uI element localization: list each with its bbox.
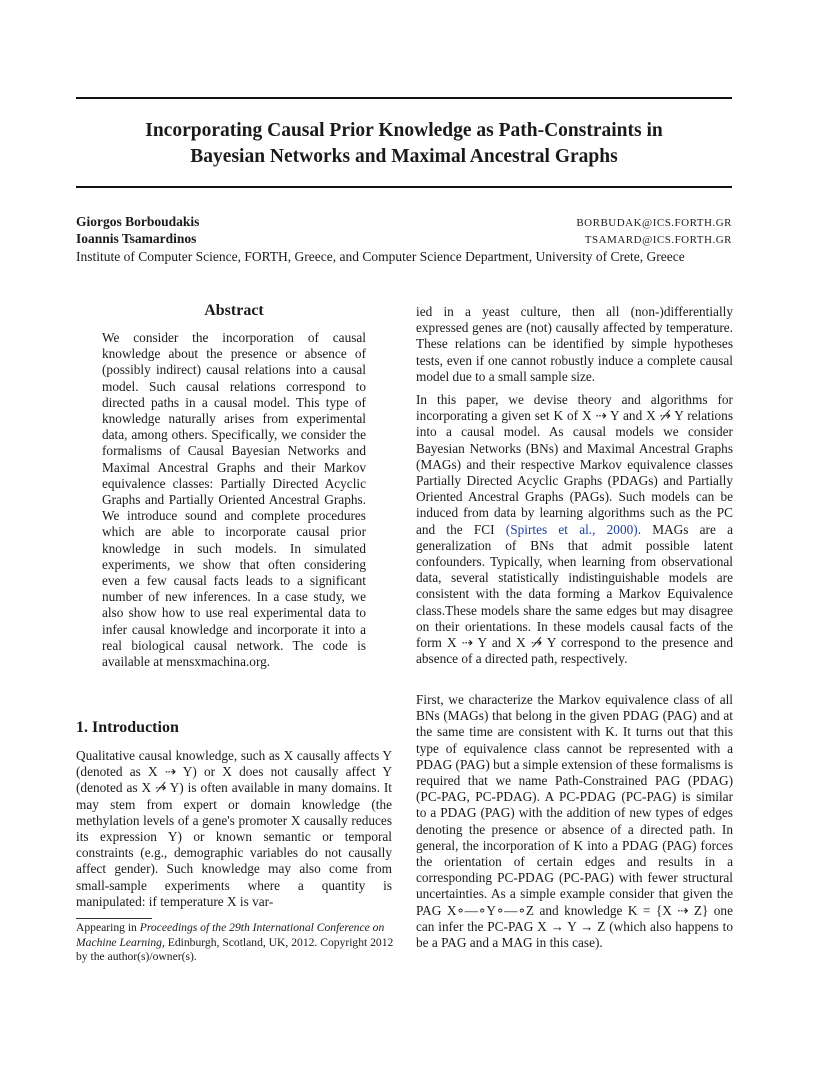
citation-link[interactable]: (Spirtes et al., 2000) — [505, 521, 638, 537]
title-rule-top — [76, 97, 732, 99]
introduction-text: Qualitative causal knowledge, such as X causally affects Y (denoted as X ⇢ Y) or X does not causally affect Y (denoted as X ⇢̸ Y) is often available in many domains. It may stem from expert or domain knowledge (the methylation levels of a gene's promoter X causally reduces its expression Y) or known semantic or temporal constraints (e.g., demographic variables do not causally affect gender). Such knowledge may also come from small-sample experiments where a quantity is manipulated: if temperature X is var- — [76, 748, 392, 909]
author-email-1: BORBUDAK@ICS.FORTH.GR — [576, 217, 732, 229]
footnote-venue: Proceedings of the 29th International Conference on Machine Learning — [76, 921, 385, 949]
footnote-prefix: Appearing in — [76, 921, 140, 934]
paragraph-continuation — [416, 304, 733, 385]
paragraph-contributions — [416, 392, 733, 667]
section-heading-introduction: 1. Introduction — [76, 719, 179, 736]
abstract-text: We consider the incorporation of causal knowledge about the presence or absence of (possibly indirect) causal relations into a causal model. Such causal relations correspond to directed paths in a causal model. This type of knowledge naturally arises from experimental data, among others. Specifically, we consider the formalisms of Causal Bayesian Networks and Maximal Ancestral Graphs and their Markov equivalence classes: Partially Directed Acyclic Graphs and Partially Oriented Ancestral Graphs. We introduce sound and complete procedures which are able to incorporate causal prior knowledge in such models. In simulated experiments, we show that often considering even a few causal facts leads to a significant number of new inferences. In a case study, we also show how to use real experimental data to infer causal knowledge and incorporate it into a real biological causal network. The code is available at mensxmachina.org. — [102, 330, 366, 670]
paragraph-text: First, we characterize the Markov equivalence class of all BNs (MAGs) that belong in the given PDAG (PAG) and at the same time are consistent with K. It turns out that this type of equivalence class cannot be represented with a PDAG (PAG) but a simple extension of these formalisms is required that we name Path-Constrained PAG (PDAG) (PC-PAG, PC-PDAG). A PC-PDAG (PC-PAG) is similar to a PDAG (PAG) with the addition of new types of edges denoting the presence or absence of a directed path. In general, the incorporation of K into a PDAG (PAG) forces the orientation of certain edges and results in a corresponding PC-PDAG (PC-PAG) with fewer structural uncertainties. As a simple example consider that given the PAG X∘—∘Y∘—∘Z and knowledge K = {X ⇢ Z} one can infer the PC-PAG X → Y → Z (which also happens to be a PAG and a MAG in this case). — [416, 692, 733, 951]
affiliation: Institute of Computer Science, FORTH, Greece, and Computer Science Department, University of Crete, Greece — [76, 249, 685, 264]
paragraph-text-a: In this paper, we devise theory and algorithms for incorporating a given set K of X ⇢ Y and X ⇢̸ Y relations into a causal model. As causal models we consider Bayesian Networks (BNs) and Maximal Ancestral Graphs (MAGs) and their respective Markov equivalence classes Partially Directed Acyclic Graphs (PDAGs) and Partially Oriented Ancestral Graphs (PAGs). Such models can be induced from data by learning algorithms such as the PC and the FCI — [416, 392, 733, 537]
author-name-1: Giorgos Borboudakis — [76, 214, 200, 229]
paper-title — [76, 118, 732, 170]
title-line-2: Bayesian Networks and Maximal Ancestral Graphs — [190, 146, 618, 167]
author-name-2: Ioannis Tsamardinos — [76, 231, 197, 246]
footnote — [76, 921, 394, 965]
footnote-suffix: , Edinburgh, Scotland, UK, 2012. Copyright 2012 by the author(s)/owner(s). — [76, 935, 394, 963]
paragraph-characterization — [416, 692, 733, 951]
paragraph-text-b: . MAGs are a generalization of BNs that admit possible latent confounders. Typically, when learning from observational data, several statistically indistinguishable models are consistent with the data forming a Markov Equivalence class.These models share the same edges but may disagree on their orientations. In these models causal facts of the form X ⇢ Y and X ⇢̸ Y correspond to the presence and absence of a directed path, respectively. — [416, 521, 734, 667]
author-email-2: TSAMARD@ICS.FORTH.GR — [584, 234, 732, 246]
title-rule-bottom — [76, 186, 732, 188]
title-line-1: Incorporating Causal Prior Knowledge as Path-Constraints in — [145, 120, 663, 141]
paragraph-text: ied in a yeast culture, then all (non-)differentially expressed genes are (not) causally affected by temperature. These relations can be identified by simple hypotheses tests, even if one cannot robustly induce a complete causal model due to a small sample size. — [416, 304, 733, 384]
abstract-heading: Abstract — [204, 302, 264, 319]
footnote-rule — [76, 918, 152, 919]
